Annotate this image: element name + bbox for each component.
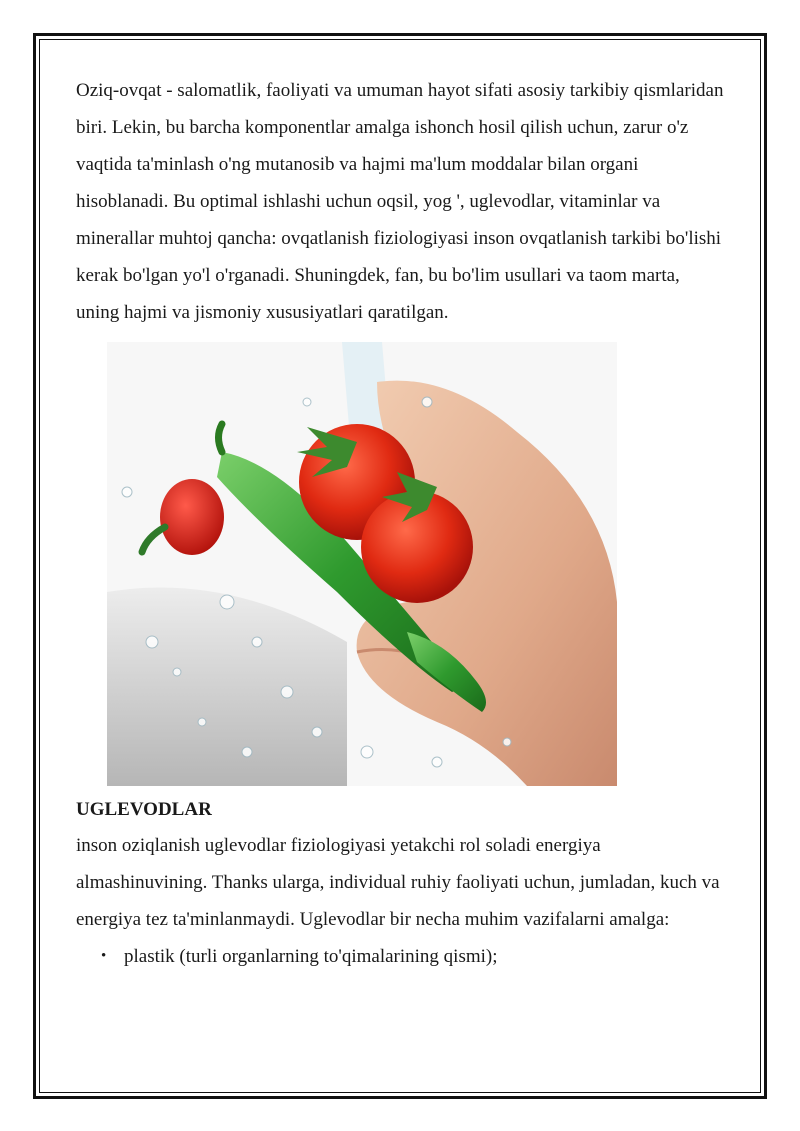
vegetables-photo-illustration <box>107 342 617 786</box>
list-item <box>76 938 726 975</box>
document-body <box>76 72 726 975</box>
section-heading: UGLEVODLAR <box>76 799 212 820</box>
bullet-marker: • <box>101 948 107 964</box>
section-paragraph: inson oziqlanish uglevodlar fiziologiyasi yetakchi rol soladi energiya almashinuvining. Thanks ularga, individual ruhiy faoliyati uchun, jumladan, kuch va energiya tez ta'minlanmaydi. Uglevodlar bir necha muhim vazifalarni amalga: <box>76 835 720 930</box>
bullet-list <box>76 938 726 975</box>
intro-paragraph: Oziq-ovqat - salomatlik, faoliyati va umuman hayot sifati asosiy tarkibiy qismlaridan biri. Lekin, bu barcha komponentlar amalga ishonch hosil qilish uchun, zarur o'z vaqtida ta'minlash o'ng mutanosib va hajmi ma'lum moddalar bilan organi hisoblanadi. Bu optimal ishlashi uchun oqsil, yog ', uglevodlar, vitaminlar va minerallar muhtoj qancha: ovqatlanish fiziologiyasi inson ovqatlanish tarkibi bo'lishi kerak bo'lgan yo'l o'rganadi. Shuningdek, fan, bu bo'lim usullari va taom marta, uning hajmi va jismoniy xususiyatlari qaratilgan. <box>76 80 724 323</box>
vegetables-washing-photo <box>107 342 617 786</box>
list-item-text: plastik (turli organlarning to'qimalarining qismi); <box>124 946 498 967</box>
